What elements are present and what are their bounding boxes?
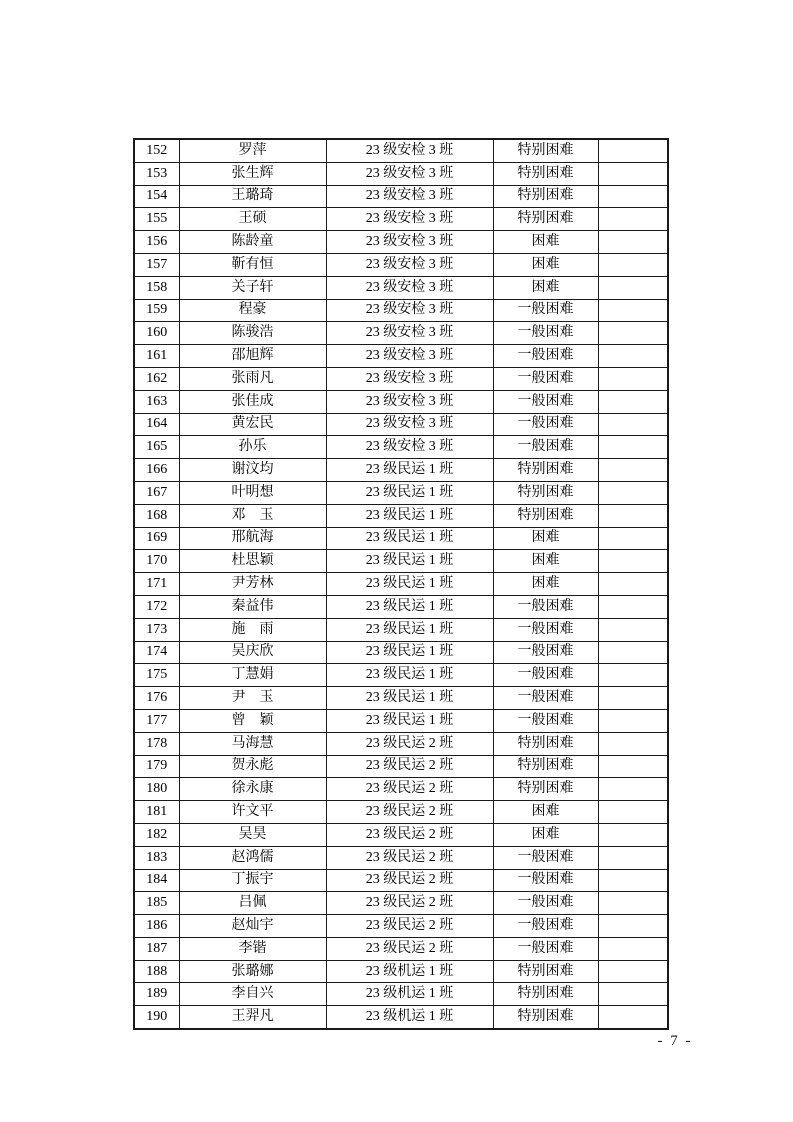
class-cell: 23 级安检 3 班 — [326, 299, 493, 322]
level-cell: 一般困难 — [493, 322, 598, 345]
name-cell: 吕佩 — [179, 892, 326, 915]
table-row — [134, 550, 668, 573]
note-cell — [598, 573, 668, 596]
note-cell — [598, 846, 668, 869]
level-cell: 一般困难 — [493, 869, 598, 892]
table-row — [134, 162, 668, 185]
name-cell: 赵鸿儒 — [179, 846, 326, 869]
level-cell: 特别困难 — [493, 504, 598, 527]
index-cell: 188 — [134, 960, 179, 983]
level-cell: 特别困难 — [493, 139, 598, 162]
table-row — [134, 937, 668, 960]
note-cell — [598, 687, 668, 710]
name-cell: 施 雨 — [179, 618, 326, 641]
level-cell: 一般困难 — [493, 664, 598, 687]
table-row — [134, 732, 668, 755]
index-cell: 181 — [134, 801, 179, 824]
index-cell: 186 — [134, 915, 179, 938]
note-cell — [598, 778, 668, 801]
index-cell: 163 — [134, 390, 179, 413]
level-cell: 一般困难 — [493, 413, 598, 436]
index-cell: 180 — [134, 778, 179, 801]
level-cell: 困难 — [493, 527, 598, 550]
table-row — [134, 390, 668, 413]
note-cell — [598, 459, 668, 482]
index-cell: 184 — [134, 869, 179, 892]
level-cell: 特别困难 — [493, 481, 598, 504]
name-cell: 张雨凡 — [179, 367, 326, 390]
level-cell: 特别困难 — [493, 778, 598, 801]
name-cell: 王璐琦 — [179, 185, 326, 208]
class-cell: 23 级民运 2 班 — [326, 846, 493, 869]
class-cell: 23 级民运 1 班 — [326, 573, 493, 596]
name-cell: 丁慧娟 — [179, 664, 326, 687]
table-row — [134, 573, 668, 596]
level-cell: 困难 — [493, 550, 598, 573]
note-cell — [598, 755, 668, 778]
class-cell: 23 级民运 1 班 — [326, 641, 493, 664]
index-cell: 162 — [134, 367, 179, 390]
table-row — [134, 276, 668, 299]
table-row — [134, 801, 668, 824]
index-cell: 176 — [134, 687, 179, 710]
name-cell: 秦益伟 — [179, 595, 326, 618]
name-cell: 杜思颖 — [179, 550, 326, 573]
index-cell: 182 — [134, 823, 179, 846]
note-cell — [598, 937, 668, 960]
name-cell: 王羿凡 — [179, 1006, 326, 1029]
index-cell: 152 — [134, 139, 179, 162]
class-cell: 23 级民运 1 班 — [326, 459, 493, 482]
table-row — [134, 527, 668, 550]
name-cell: 丁振宇 — [179, 869, 326, 892]
name-cell: 邵旭辉 — [179, 345, 326, 368]
index-cell: 160 — [134, 322, 179, 345]
index-cell: 171 — [134, 573, 179, 596]
class-cell: 23 级民运 1 班 — [326, 550, 493, 573]
table-row — [134, 345, 668, 368]
index-cell: 153 — [134, 162, 179, 185]
class-cell: 23 级民运 1 班 — [326, 664, 493, 687]
class-cell: 23 级安检 3 班 — [326, 162, 493, 185]
index-cell: 189 — [134, 983, 179, 1006]
table-row — [134, 869, 668, 892]
note-cell — [598, 322, 668, 345]
index-cell: 174 — [134, 641, 179, 664]
class-cell: 23 级民运 1 班 — [326, 709, 493, 732]
table-row — [134, 709, 668, 732]
level-cell: 一般困难 — [493, 641, 598, 664]
note-cell — [598, 481, 668, 504]
note-cell — [598, 139, 668, 162]
name-cell: 邢航海 — [179, 527, 326, 550]
note-cell — [598, 345, 668, 368]
level-cell: 特别困难 — [493, 162, 598, 185]
class-cell: 23 级民运 1 班 — [326, 687, 493, 710]
note-cell — [598, 436, 668, 459]
table-row — [134, 139, 668, 162]
level-cell: 特别困难 — [493, 185, 598, 208]
note-cell — [598, 618, 668, 641]
student-aid-table — [133, 138, 669, 1030]
name-cell: 孙乐 — [179, 436, 326, 459]
table-row — [134, 504, 668, 527]
table-row — [134, 983, 668, 1006]
note-cell — [598, 390, 668, 413]
note-cell — [598, 162, 668, 185]
index-cell: 183 — [134, 846, 179, 869]
level-cell: 特别困难 — [493, 208, 598, 231]
level-cell: 特别困难 — [493, 732, 598, 755]
level-cell: 一般困难 — [493, 595, 598, 618]
class-cell: 23 级安检 3 班 — [326, 345, 493, 368]
table-row — [134, 641, 668, 664]
class-cell: 23 级安检 3 班 — [326, 436, 493, 459]
level-cell: 一般困难 — [493, 436, 598, 459]
name-cell: 曾 颖 — [179, 709, 326, 732]
level-cell: 困难 — [493, 231, 598, 254]
index-cell: 170 — [134, 550, 179, 573]
name-cell: 尹芳林 — [179, 573, 326, 596]
class-cell: 23 级安检 3 班 — [326, 413, 493, 436]
table-row — [134, 459, 668, 482]
table-row — [134, 208, 668, 231]
name-cell: 赵灿宇 — [179, 915, 326, 938]
level-cell: 一般困难 — [493, 618, 598, 641]
class-cell: 23 级民运 1 班 — [326, 527, 493, 550]
table-row — [134, 664, 668, 687]
level-cell: 特别困难 — [493, 983, 598, 1006]
class-cell: 23 级安检 3 班 — [326, 390, 493, 413]
level-cell: 一般困难 — [493, 709, 598, 732]
name-cell: 叶明想 — [179, 481, 326, 504]
table-row — [134, 846, 668, 869]
name-cell: 张佳成 — [179, 390, 326, 413]
level-cell: 一般困难 — [493, 892, 598, 915]
class-cell: 23 级机运 1 班 — [326, 960, 493, 983]
class-cell: 23 级民运 2 班 — [326, 755, 493, 778]
level-cell: 一般困难 — [493, 299, 598, 322]
table-row — [134, 322, 668, 345]
index-cell: 185 — [134, 892, 179, 915]
table-row — [134, 299, 668, 322]
name-cell: 李锴 — [179, 937, 326, 960]
name-cell: 张生辉 — [179, 162, 326, 185]
index-cell: 172 — [134, 595, 179, 618]
index-cell: 165 — [134, 436, 179, 459]
index-cell: 157 — [134, 253, 179, 276]
note-cell — [598, 641, 668, 664]
name-cell: 贺永彪 — [179, 755, 326, 778]
index-cell: 177 — [134, 709, 179, 732]
note-cell — [598, 709, 668, 732]
index-cell: 155 — [134, 208, 179, 231]
class-cell: 23 级民运 2 班 — [326, 732, 493, 755]
class-cell: 23 级民运 2 班 — [326, 892, 493, 915]
class-cell: 23 级民运 2 班 — [326, 869, 493, 892]
table-row — [134, 915, 668, 938]
level-cell: 困难 — [493, 253, 598, 276]
class-cell: 23 级机运 1 班 — [326, 983, 493, 1006]
note-cell — [598, 299, 668, 322]
table-row — [134, 481, 668, 504]
index-cell: 168 — [134, 504, 179, 527]
table-row — [134, 960, 668, 983]
name-cell: 李自兴 — [179, 983, 326, 1006]
name-cell: 陈龄童 — [179, 231, 326, 254]
note-cell — [598, 732, 668, 755]
table-row — [134, 1006, 668, 1029]
note-cell — [598, 231, 668, 254]
level-cell: 一般困难 — [493, 937, 598, 960]
class-cell: 23 级民运 2 班 — [326, 915, 493, 938]
table-row — [134, 436, 668, 459]
level-cell: 困难 — [493, 801, 598, 824]
name-cell: 关子轩 — [179, 276, 326, 299]
name-cell: 马海慧 — [179, 732, 326, 755]
table-row — [134, 755, 668, 778]
level-cell: 一般困难 — [493, 367, 598, 390]
table-row — [134, 892, 668, 915]
table-row — [134, 253, 668, 276]
note-cell — [598, 892, 668, 915]
table-row — [134, 618, 668, 641]
name-cell: 程豪 — [179, 299, 326, 322]
note-cell — [598, 504, 668, 527]
note-cell — [598, 276, 668, 299]
note-cell — [598, 823, 668, 846]
class-cell: 23 级安检 3 班 — [326, 253, 493, 276]
class-cell: 23 级民运 2 班 — [326, 801, 493, 824]
index-cell: 166 — [134, 459, 179, 482]
note-cell — [598, 869, 668, 892]
level-cell: 困难 — [493, 276, 598, 299]
table-row — [134, 687, 668, 710]
index-cell: 169 — [134, 527, 179, 550]
class-cell: 23 级安检 3 班 — [326, 231, 493, 254]
level-cell: 一般困难 — [493, 390, 598, 413]
note-cell — [598, 253, 668, 276]
name-cell: 邓 玉 — [179, 504, 326, 527]
name-cell: 陈骏浩 — [179, 322, 326, 345]
note-cell — [598, 208, 668, 231]
table-row — [134, 595, 668, 618]
table-row — [134, 778, 668, 801]
table-row — [134, 823, 668, 846]
name-cell: 王硕 — [179, 208, 326, 231]
index-cell: 179 — [134, 755, 179, 778]
level-cell: 一般困难 — [493, 915, 598, 938]
level-cell: 特别困难 — [493, 1006, 598, 1029]
class-cell: 23 级民运 1 班 — [326, 595, 493, 618]
name-cell: 吴昊 — [179, 823, 326, 846]
class-cell: 23 级民运 2 班 — [326, 937, 493, 960]
level-cell: 一般困难 — [493, 345, 598, 368]
table-row — [134, 413, 668, 436]
index-cell: 164 — [134, 413, 179, 436]
name-cell: 罗萍 — [179, 139, 326, 162]
index-cell: 187 — [134, 937, 179, 960]
class-cell: 23 级安检 3 班 — [326, 139, 493, 162]
index-cell: 178 — [134, 732, 179, 755]
note-cell — [598, 915, 668, 938]
note-cell — [598, 367, 668, 390]
name-cell: 吴庆欣 — [179, 641, 326, 664]
table-row — [134, 185, 668, 208]
note-cell — [598, 1006, 668, 1029]
name-cell: 张璐娜 — [179, 960, 326, 983]
class-cell: 23 级安检 3 班 — [326, 367, 493, 390]
class-cell: 23 级民运 1 班 — [326, 618, 493, 641]
class-cell: 23 级安检 3 班 — [326, 322, 493, 345]
note-cell — [598, 550, 668, 573]
level-cell: 一般困难 — [493, 687, 598, 710]
class-cell: 23 级民运 2 班 — [326, 778, 493, 801]
level-cell: 特别困难 — [493, 755, 598, 778]
note-cell — [598, 595, 668, 618]
name-cell: 许文平 — [179, 801, 326, 824]
class-cell: 23 级安检 3 班 — [326, 276, 493, 299]
class-cell: 23 级安检 3 班 — [326, 208, 493, 231]
class-cell: 23 级民运 1 班 — [326, 504, 493, 527]
index-cell: 161 — [134, 345, 179, 368]
name-cell: 尹 玉 — [179, 687, 326, 710]
class-cell: 23 级民运 1 班 — [326, 481, 493, 504]
index-cell: 154 — [134, 185, 179, 208]
class-cell: 23 级安检 3 班 — [326, 185, 493, 208]
note-cell — [598, 664, 668, 687]
level-cell: 困难 — [493, 823, 598, 846]
note-cell — [598, 527, 668, 550]
index-cell: 156 — [134, 231, 179, 254]
note-cell — [598, 960, 668, 983]
page-number: - 7 - — [657, 1033, 693, 1049]
note-cell — [598, 185, 668, 208]
name-cell: 黄宏民 — [179, 413, 326, 436]
level-cell: 一般困难 — [493, 846, 598, 869]
index-cell: 175 — [134, 664, 179, 687]
name-cell: 谢汶均 — [179, 459, 326, 482]
name-cell: 徐永康 — [179, 778, 326, 801]
note-cell — [598, 983, 668, 1006]
table-body — [134, 139, 668, 1029]
note-cell — [598, 801, 668, 824]
table-row — [134, 367, 668, 390]
index-cell: 159 — [134, 299, 179, 322]
class-cell: 23 级民运 2 班 — [326, 823, 493, 846]
class-cell: 23 级机运 1 班 — [326, 1006, 493, 1029]
level-cell: 特别困难 — [493, 459, 598, 482]
index-cell: 167 — [134, 481, 179, 504]
index-cell: 158 — [134, 276, 179, 299]
index-cell: 173 — [134, 618, 179, 641]
level-cell: 困难 — [493, 573, 598, 596]
table-row — [134, 231, 668, 254]
index-cell: 190 — [134, 1006, 179, 1029]
level-cell: 特别困难 — [493, 960, 598, 983]
name-cell: 靳有恒 — [179, 253, 326, 276]
note-cell — [598, 413, 668, 436]
